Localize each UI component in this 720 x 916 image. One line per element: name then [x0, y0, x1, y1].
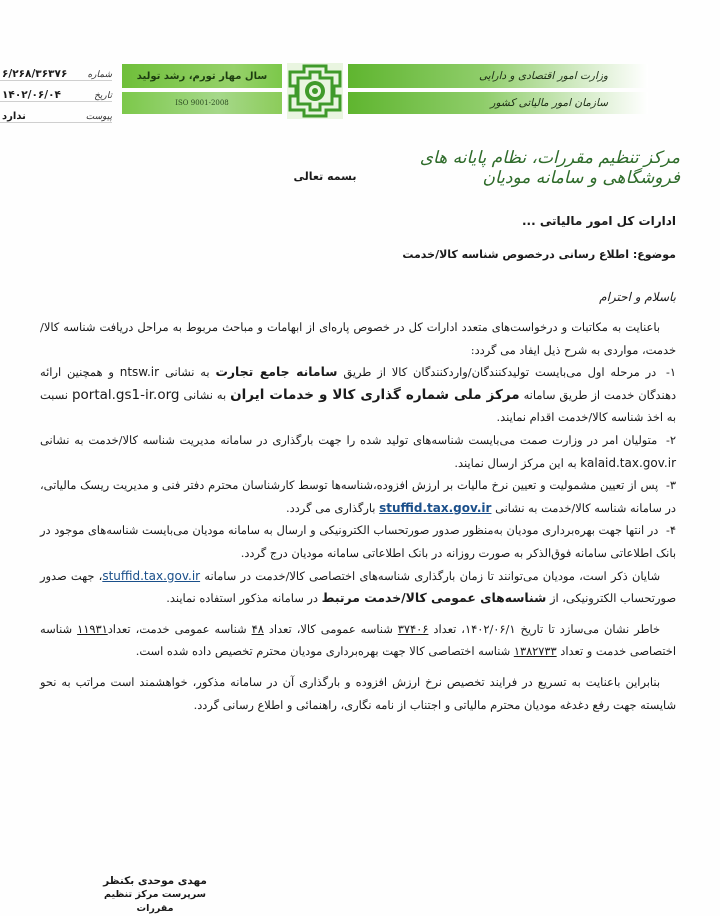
- item-1-bold-1: سامانه جامع تجارت: [215, 364, 338, 380]
- item-3-text-2: بارگذاری می گردد.: [286, 500, 376, 515]
- date-label: تاریخ: [94, 91, 112, 101]
- item-1-text-1: در مرحله اول می‌بایست تولیدکنندگان/واردکنندگان کالا از طریق: [343, 365, 657, 380]
- item-3-text-1: پس از تعیین مشمولیت و تعیین نرخ مالیات بر ارزش افزوده،شناسه‌ها توسط کارشناسان محترم دفتر فنی و مدیریت ریسک مالیاتی، در سامانه شناسه کالا/خدمت به نشانی: [40, 478, 676, 515]
- closing-paragraph: بنابراین باعنایت به تسریع در فرایند تخصیص نرخ ارزش افزوده و بارگذاری آن در سامانه مذکور، خواهشمند است مراتب به نحو شایسته جهت رفع دغدغه مودیان محترم مالیاتی و اجتناب از نامه نگاری، راهنمائی و اطلاع رسانی گردد.: [40, 674, 676, 712]
- item-1-text-3: و همچنین ارائه دهندگان خدمت از طریق سامانه: [40, 365, 677, 402]
- signature-block: [90, 874, 220, 914]
- letter-meta: [0, 60, 112, 123]
- item-3: [40, 474, 676, 519]
- item-2: [40, 429, 676, 474]
- stats-text-2: شناسه عمومی کالا، تعداد: [268, 621, 393, 636]
- letter-date-row: [0, 81, 112, 102]
- signatory-name: مهدی موحدی بکنظر: [103, 875, 207, 887]
- iso-label: ISO 9001-2008: [175, 99, 229, 107]
- attachment-value: ندارد: [2, 111, 26, 122]
- ministry-name: وزارت امور اقتصادی و دارایی: [478, 70, 608, 82]
- intro-paragraph: باعنایت به مکاتبات و درخواست‌های متعدد ادارات کل در خصوص پاره‌ای از ابهامات و مباحث مربوط به مراحل دریافت شناسه کالا/خدمت، مواردی به شرح ذیل ایفاد می گردد:: [40, 320, 676, 357]
- general-goods-count: ۳۷۴۰۶: [397, 621, 429, 636]
- item-2-text-1: متولیان امر در وزارت صمت می‌بایست شناسه‌های تولید شده را جهت بارگذاری در سامانه مدیریت شناسه کالا/خدمت به نشانی: [40, 432, 658, 447]
- item-1-text-2: به نشانی: [164, 365, 210, 380]
- item-1-text-5: نسبت به اخذ شناسه کالا/خدمت اقدام نمایند.: [40, 387, 676, 425]
- note-bold: شناسه‌های عمومی کالا/خدمت مرتبط: [321, 590, 547, 606]
- attachment-label: پیوست: [85, 112, 112, 122]
- stuffid-link[interactable]: stuffid.tax.gov.ir: [379, 500, 492, 515]
- bismillah: بسمه تعالی: [293, 170, 357, 183]
- item-4: [40, 519, 676, 564]
- item-4-text-1: در انتها جهت بهره‌برداری مودیان به‌منظور صدور صورتحساب الکترونیکی و ارسال به سامانه مودیان می‌بایست شناسه‌های موجود در بانک اطلاعاتی سامانه فوق‌الذکر به صورت روزانه در بانک اطلاعاتی سامانه مودیان درج گردد.: [40, 523, 676, 560]
- note-text-3: در سامانه مذکور استفاده نمایند.: [166, 591, 318, 606]
- stats-text-1: خاطر نشان می‌سازد تا تاریخ ۱۴۰۲/۰۶/۱، تعداد: [433, 621, 661, 636]
- item-3-number: ۳-: [666, 478, 676, 493]
- letter-number-row: [0, 60, 112, 81]
- letter-body: [40, 316, 676, 716]
- item-1: [40, 361, 676, 429]
- note-text-1: شایان ذکر است، مودیان می‌توانند تا زمان بارگذاری شناسه‌های اختصاصی کالا/خدمت در سامانه: [204, 568, 660, 583]
- item-2-number: ۲-: [666, 432, 677, 447]
- stuffid-link-2[interactable]: stuffid.tax.gov.ir: [102, 568, 201, 583]
- letter-attachment-row: [0, 102, 112, 123]
- kalaid-link[interactable]: kalaid.tax.gov.ir: [580, 455, 676, 470]
- date-value: ۱۴۰۲/۰۶/۰۴: [2, 89, 61, 101]
- stats-text-5: شناسه اختصاصی کالا جهت بهره‌برداری مودیان محترم تخصیص داده شده است.: [135, 644, 511, 659]
- subject: موضوع: اطلاع رسانی درخصوص شناسه کالا/خدمت: [402, 248, 676, 261]
- specific-service-count: ۱۱۹۳۱: [77, 621, 108, 636]
- note-paragraph: [40, 565, 676, 610]
- item-1-text-4: به نشانی: [183, 387, 227, 402]
- tax-organization-emblem-icon: [286, 62, 344, 120]
- item-4-number: ۴-: [666, 523, 676, 538]
- gs1-portal-link[interactable]: portal.gs1-ir.org: [71, 386, 180, 403]
- number-label: شماره: [87, 70, 112, 80]
- stats-text-3: شناسه عمومی خدمت، تعداد: [107, 621, 247, 636]
- item-1-number: ۱-: [666, 365, 677, 380]
- number-value: ۶/۲۶۸/۳۶۳۷۶: [2, 68, 68, 80]
- signatory-title: سرپرست مرکز تنظیم مقررات: [104, 889, 206, 914]
- stats-paragraph: [40, 618, 676, 663]
- item-2-text-2: به این مرکز ارسال نمایند.: [454, 455, 577, 470]
- general-service-count: ۴۸: [251, 621, 264, 636]
- specific-goods-count: ۱۳۸۲۷۳۳: [513, 644, 557, 659]
- organization-name: سازمان امور مالیاتی کشور: [490, 97, 608, 109]
- banner-left: [122, 64, 282, 118]
- item-1-bold-2: مرکز ملی شماره گذاری کالا و خدمات ایران: [230, 386, 520, 403]
- year-slogan: سال مهار تورم، رشد تولید: [136, 70, 268, 82]
- recipient: ادارات کل امور مالیاتی ...: [521, 214, 676, 228]
- center-title: مرکز تنظیم مقررات، نظام پایانه های فروشگاهی و سامانه مودیان: [419, 148, 680, 188]
- banner-right: [348, 64, 648, 118]
- note-text-2: ، جهت صدور صورتحساب الکترونیکی، از: [40, 568, 676, 606]
- greeting: باسلام و احترام: [599, 290, 676, 304]
- stats-text-4: شناسه اختصاصی خدمت و تعداد: [40, 621, 676, 659]
- ntsw-link[interactable]: ntsw.ir: [119, 365, 160, 380]
